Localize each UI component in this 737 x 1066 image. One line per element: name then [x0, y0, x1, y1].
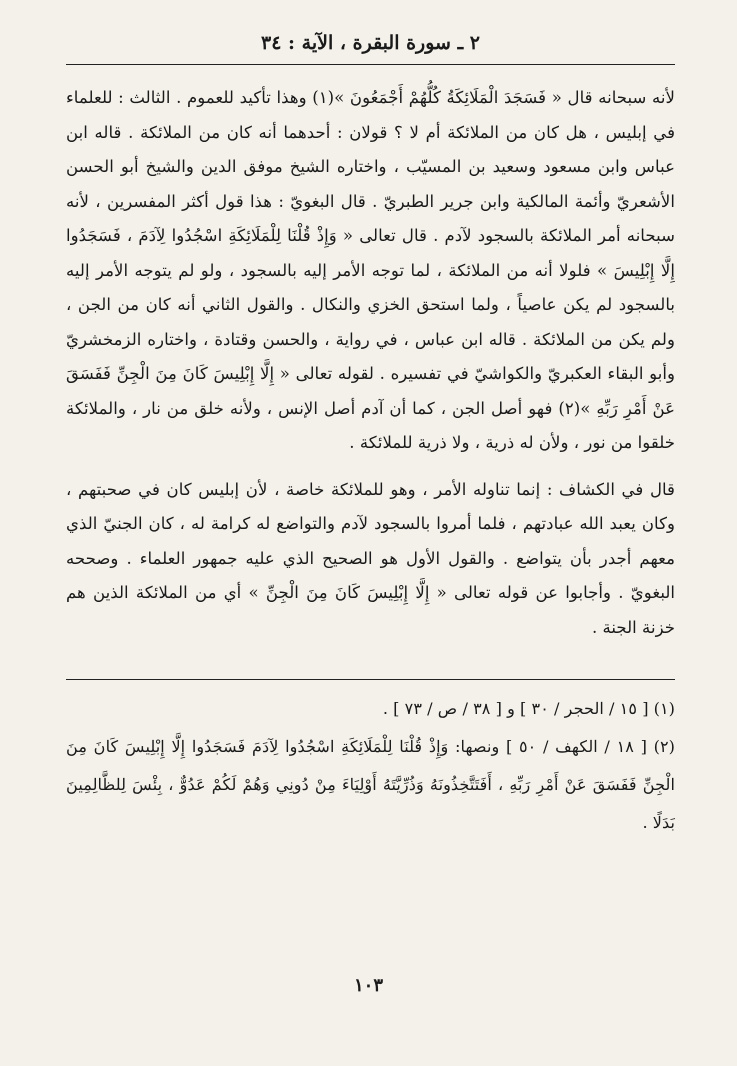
footnote: (٢) [ ١٨ / الكهف / ٥٠ ] ونصها: وَإِذْ قُلْنَا لِلْمَلَائِكَةِ اسْجُدُوا لِآدَمَ فَسَجَدُوا إِلَّا إِبْلِيسَ كَانَ مِنَ الْجِنِّ فَفَسَقَ عَنْ أَمْرِ رَبِّهِ ، أَفَتَتَّخِذُونَهُ وَذُرِّيَّتَهُ أَوْلِيَاءَ مِنْ دُونِي وَهُمْ لَكُمْ عَدُوٌّ ، بِئْسَ لِلظَّالِمِينَ بَدَلًا .	[66, 737, 675, 832]
running-head: ٢ ـ سورة البقرة ، الآية : ٣٤	[261, 32, 480, 54]
footnotes	[66, 690, 675, 842]
page-number: ١٠٣	[353, 975, 383, 996]
paragraph: قال في الكشاف : إنما تناوله الأمر ، وهو للملائكة خاصة ، لأن إبليس كان في صحبتهم ، وكان يعبد الله عبادتهم ، فلما أمروا بالسجود لآدم والتواضع له كرامة له ، كان الجنيّ الذي معهم أجدر بأن يتواضع . والقول الأول هو الصحيح الذي عليه جمهور العلماء . وصححه البغويّ . وأجابوا عن قوله تعالى « إِلَّا إِبْلِيسَ كَانَ مِنَ الْجِنِّ » أي من الملائكة الذين هم خزنة الجنة .	[66, 479, 675, 637]
footnote: (١) [ ١٥ / الحجر / ٣٠ ] و [ ٣٨ / ص / ٧٣ ] .	[382, 699, 675, 718]
footnote-rule	[66, 679, 675, 680]
body-text	[66, 81, 675, 645]
header-rule	[66, 64, 675, 65]
paragraph: لأنه سبحانه قال « فَسَجَدَ الْمَلَائِكَةُ كُلُّهُمْ أَجْمَعُونَ »(١) وهذا تأكيد للعموم . الثالث : للعلماء في إبليس ، هل كان من الملائكة أم لا ؟ قولان : أحدهما أنه كان من الملائكة . قاله ابن عباس وابن مسعود وسعيد بن المسيّب ، واختاره الشيخ موفق الدين والشيخ أبو الحسن الأشعريّ وأئمة المالكية وابن جرير الطبريّ . قال البغويّ : هذا قول أكثر المفسرين ، لأنه سبحانه أمر الملائكة بالسجود لآدم . قال تعالى « وَإِذْ قُلْنَا لِلْمَلَائِكَةِ اسْجُدُوا لِآدَمَ ، فَسَجَدُوا إِلَّا إِبْلِيسَ » فلولا أنه من الملائكة ، لما توجه الأمر إليه بالسجود ، ولو لم يتوجه الأمر إليه بالسجود لم يكن عاصياً ، ولما استحق الخزي والنكال . والقول الثاني أنه كان من الجن ، ولم يكن من الملائكة . قاله ابن عباس ، في رواية ، والحسن وقتادة ، واختاره الزمخشريّ وأبو البقاء العكبريّ والكواشيّ في تفسيره . لقوله تعالى « إِلَّا إِبْلِيسَ كَانَ مِنَ الْجِنِّ فَفَسَقَ عَنْ أَمْرِ رَبِّهِ »(٢) فهو أصل الجن ، كما أن آدم أصل الإنس ، ولأنه خلق من نار ، والملائكة خلقوا من نور ، ولأن له ذرية ، ولا ذرية للملائكة .	[66, 88, 675, 452]
